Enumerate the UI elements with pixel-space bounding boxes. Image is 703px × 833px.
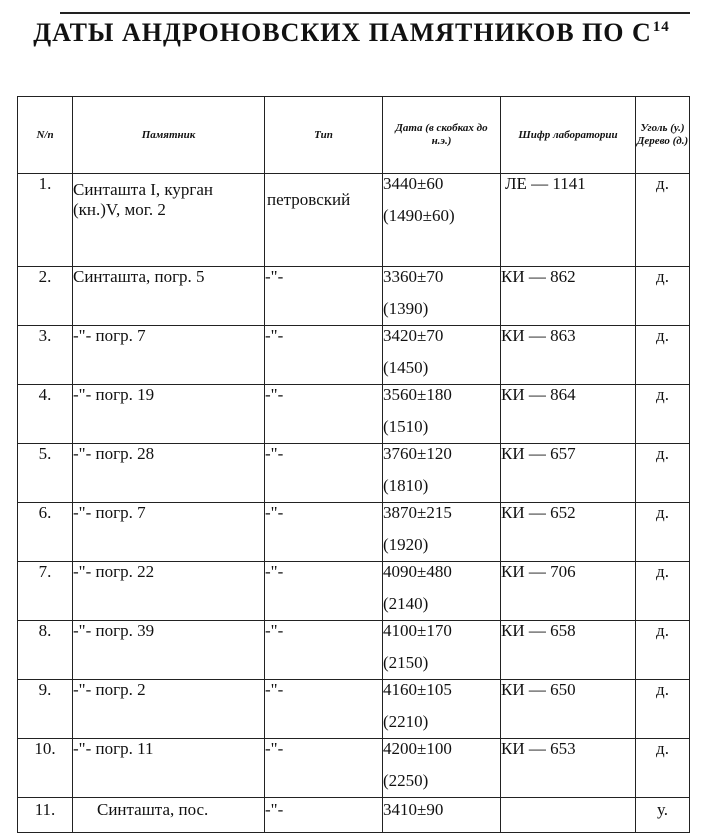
cell-type: -"- — [265, 267, 383, 326]
date-value: 3420±70 — [383, 326, 444, 345]
cell-date — [383, 680, 501, 739]
cell-num: 4. — [18, 385, 73, 444]
cell-material: д. — [636, 326, 690, 385]
cell-num: 8. — [18, 621, 73, 680]
page-title-text: ДАТЫ АНДРОНОВСКИХ ПАМЯТНИКОВ ПО С — [33, 18, 652, 47]
date-bc-value: (1490±60) — [383, 206, 455, 225]
cell-type: -"- — [265, 326, 383, 385]
table-header-row — [18, 97, 690, 174]
cell-num: 1. — [18, 174, 73, 267]
cell-num: 6. — [18, 503, 73, 562]
date-value: 3360±70 — [383, 267, 444, 286]
cell-lab: КИ — 863 — [501, 326, 636, 385]
date-value: 3440±60 — [383, 174, 444, 193]
cell-material: д. — [636, 562, 690, 621]
date-bc-value: (1510) — [383, 417, 429, 436]
cell-type: петровский — [265, 174, 383, 267]
cell-type: -"- — [265, 385, 383, 444]
cell-material: д. — [636, 621, 690, 680]
table-row — [18, 385, 690, 444]
cell-lab: КИ — 864 — [501, 385, 636, 444]
date-bc-value: (1450) — [383, 358, 429, 377]
cell-site: Синташта I, курган (кн.)V, мог. 2 — [73, 174, 265, 267]
cell-num: 9. — [18, 680, 73, 739]
table-row — [18, 444, 690, 503]
date-value: 4160±105 — [383, 680, 452, 699]
cell-site: -"- погр. 28 — [73, 444, 265, 503]
cell-site: -"- погр. 11 — [73, 739, 265, 798]
cell-lab: КИ — 653 — [501, 739, 636, 798]
date-value: 3870±215 — [383, 503, 452, 522]
cell-lab: КИ — 650 — [501, 680, 636, 739]
date-value: 3760±120 — [383, 444, 452, 463]
cell-type: -"- — [265, 798, 383, 833]
cell-date — [383, 326, 501, 385]
cell-type: -"- — [265, 621, 383, 680]
cell-type: -"- — [265, 444, 383, 503]
cell-type: -"- — [265, 503, 383, 562]
cell-num: 3. — [18, 326, 73, 385]
cell-type: -"- — [265, 680, 383, 739]
cell-date — [383, 385, 501, 444]
table-row — [18, 562, 690, 621]
header-lab: Шифр лаборатории — [501, 97, 636, 174]
cell-material: д. — [636, 444, 690, 503]
cell-site: -"- погр. 2 — [73, 680, 265, 739]
date-value: 4090±480 — [383, 562, 452, 581]
date-value: 3410±90 — [383, 800, 444, 819]
date-bc-value: (2140) — [383, 594, 429, 613]
cell-lab — [501, 798, 636, 833]
cell-site: -"- погр. 19 — [73, 385, 265, 444]
date-bc-value: (1920) — [383, 535, 429, 554]
cell-date — [383, 503, 501, 562]
cell-material: д. — [636, 385, 690, 444]
cell-type: -"- — [265, 739, 383, 798]
table-row — [18, 174, 690, 267]
date-bc-value: (1390) — [383, 299, 429, 318]
top-rule — [60, 12, 690, 14]
cell-material: д. — [636, 739, 690, 798]
cell-date — [383, 174, 501, 267]
header-site: Памятник — [73, 97, 265, 174]
cell-site: -"- погр. 7 — [73, 326, 265, 385]
date-value: 4200±100 — [383, 739, 452, 758]
date-bc-value: (2250) — [383, 771, 429, 790]
cell-lab: КИ — 658 — [501, 621, 636, 680]
cell-type: -"- — [265, 562, 383, 621]
date-bc-value: (2150) — [383, 653, 429, 672]
table-row — [18, 621, 690, 680]
cell-site: -"- погр. 22 — [73, 562, 265, 621]
cell-num: 11. — [18, 798, 73, 833]
title-superscript: 14 — [652, 19, 670, 35]
cell-material: д. — [636, 267, 690, 326]
cell-site: Синташта, погр. 5 — [73, 267, 265, 326]
date-bc-value: (1810) — [383, 476, 429, 495]
table-row — [18, 267, 690, 326]
cell-material: д. — [636, 680, 690, 739]
cell-lab: ЛЕ — 1141 — [501, 174, 636, 267]
cell-material: д. — [636, 174, 690, 267]
cell-lab: КИ — 652 — [501, 503, 636, 562]
header-num: N/п — [18, 97, 73, 174]
cell-num: 5. — [18, 444, 73, 503]
page-title — [0, 18, 703, 48]
cell-lab: КИ — 657 — [501, 444, 636, 503]
table-row — [18, 798, 690, 833]
header-material: Уголь (у.) Дерево (д.) — [636, 97, 690, 174]
table-row — [18, 503, 690, 562]
cell-site: -"- погр. 7 — [73, 503, 265, 562]
cell-date — [383, 798, 501, 833]
cell-lab: КИ — 862 — [501, 267, 636, 326]
table-row — [18, 326, 690, 385]
cell-num: 7. — [18, 562, 73, 621]
cell-site: Синташта, пос. — [73, 798, 265, 833]
cell-site: -"- погр. 39 — [73, 621, 265, 680]
cell-date — [383, 621, 501, 680]
cell-date — [383, 562, 501, 621]
date-bc-value: (2210) — [383, 712, 429, 731]
cell-num: 2. — [18, 267, 73, 326]
table-row — [18, 739, 690, 798]
header-type: Тип — [265, 97, 383, 174]
cell-material: у. — [636, 798, 690, 833]
table-row — [18, 680, 690, 739]
cell-date — [383, 739, 501, 798]
cell-date — [383, 267, 501, 326]
cell-lab: КИ — 706 — [501, 562, 636, 621]
dates-table — [17, 96, 690, 833]
date-value: 3560±180 — [383, 385, 452, 404]
date-value: 4100±170 — [383, 621, 452, 640]
cell-date — [383, 444, 501, 503]
cell-num: 10. — [18, 739, 73, 798]
cell-material: д. — [636, 503, 690, 562]
header-date: Дата (в скобках до н.э.) — [383, 97, 501, 174]
